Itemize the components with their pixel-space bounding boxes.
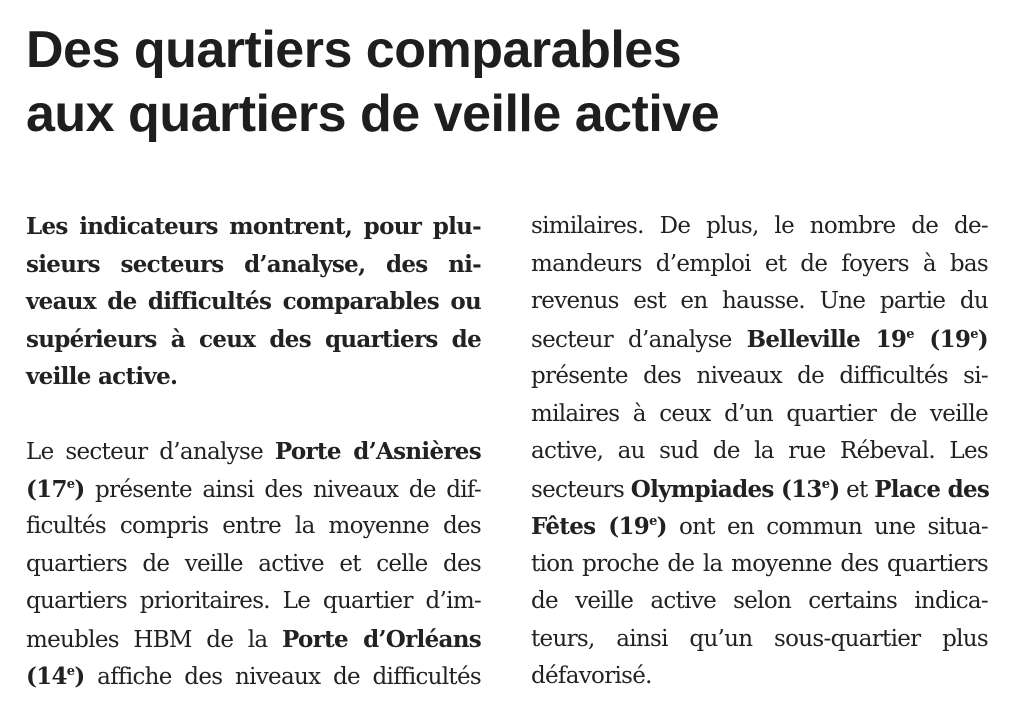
body-paragraph-left	[26, 433, 481, 696]
closing-paren: )	[74, 663, 85, 690]
body-line: défavorisé.	[531, 663, 652, 689]
arrondissement-number: (19	[913, 325, 971, 353]
title-line-2: aux quartiers de veille active	[26, 85, 720, 143]
body-paragraph-right	[531, 208, 988, 696]
arrondissement	[26, 663, 85, 690]
body-line: milaires à ceux d’un quartier de veille	[531, 400, 988, 427]
body-text: affiche des niveaux de difficultés	[84, 664, 481, 690]
closing-paren: )	[829, 475, 840, 503]
closing-paren: )	[977, 325, 988, 353]
body-text: et	[839, 476, 875, 503]
lead-line: veille active.	[26, 363, 178, 390]
ordinal-suffix: e	[906, 326, 914, 342]
title-line-1: Des quartiers comparables	[26, 21, 682, 79]
place-name: Porte d’Asnières	[274, 438, 481, 465]
body-line	[531, 471, 988, 509]
closing-paren: )	[74, 475, 85, 503]
body-text: ont en commun une situa-	[666, 514, 988, 540]
body-line: de veille active selon certains indica-	[531, 588, 988, 614]
body-text: secteurs	[531, 476, 631, 503]
place-name-text: Olympiades (13	[630, 475, 822, 503]
article-title	[26, 18, 719, 146]
body-line: tion proche de la moyenne des quartiers	[531, 550, 988, 577]
ordinal-suffix: e	[970, 326, 978, 342]
body-text: Le secteur d’analyse	[26, 439, 275, 465]
closing-paren: )	[656, 513, 667, 540]
body-text: secteur d’analyse	[531, 326, 747, 353]
body-line	[26, 621, 481, 659]
body-text: présente ainsi des niveaux de dif-	[84, 476, 481, 503]
arrondissement	[26, 476, 85, 503]
place-name-text: Belleville 19	[746, 325, 907, 353]
body-line	[531, 321, 988, 359]
ordinal-suffix: e	[821, 476, 830, 492]
ordinal-suffix: e	[66, 476, 75, 492]
body-line	[26, 433, 481, 471]
lead-line: Les indicateurs montrent, pour plu-	[26, 213, 481, 240]
lead-paragraph	[26, 208, 481, 396]
body-line	[26, 658, 481, 696]
ordinal-suffix: e	[649, 514, 657, 529]
body-text: meubles HBM de la	[26, 626, 282, 653]
body-line: ficultés compris entre la moyenne des	[26, 513, 481, 539]
place-name-text: Fêtes (19	[531, 513, 650, 540]
body-line: quartiers de veille active et celle des	[26, 550, 481, 577]
place-name	[531, 513, 667, 540]
body-line	[26, 471, 481, 509]
body-line: similaires. De plus, le nombre de de-	[531, 213, 988, 239]
body-line: présente des niveaux de difficultés si-	[531, 363, 988, 389]
body-line	[531, 508, 988, 546]
lead-line: sieurs secteurs d’analyse, des ni-	[26, 250, 481, 278]
place-name	[747, 326, 988, 353]
body-line: quartiers prioritaires. Le quartier d’im-	[26, 588, 481, 614]
place-name	[631, 476, 840, 503]
lead-line: veaux de difficultés comparables ou	[26, 288, 481, 315]
lead-line: supérieurs à ceux des quartiers de	[26, 325, 481, 353]
body-line: active, au sud de la rue Rébeval. Les	[531, 438, 988, 464]
arrondissement-number: (17	[26, 475, 67, 503]
place-name: Porte d’Orléans	[281, 625, 481, 653]
body-line: teurs, ainsi qu’un sous-quartier plus	[531, 625, 988, 652]
ordinal-suffix: e	[66, 664, 75, 679]
arrondissement-number: (14	[26, 663, 67, 690]
body-line: mandeurs d’emploi et de foyers à bas	[531, 250, 988, 277]
body-line: revenus est en hausse. Une partie du	[531, 288, 988, 314]
place-name: Place des	[874, 475, 990, 503]
